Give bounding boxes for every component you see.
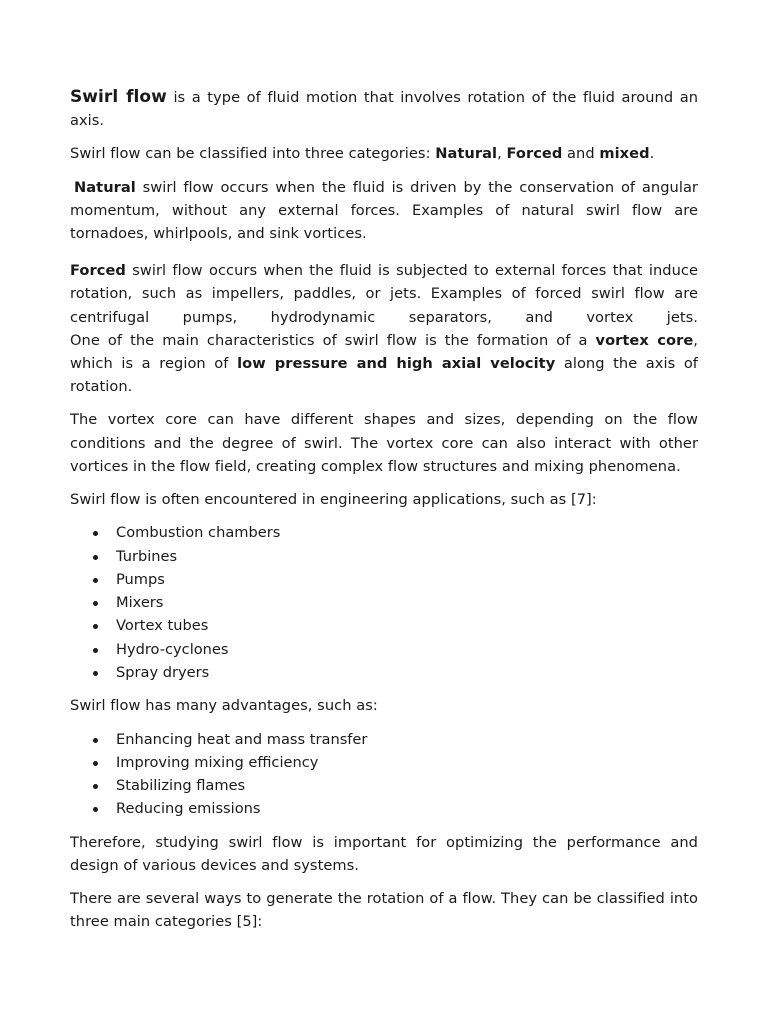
applications-list <box>70 521 698 684</box>
bullet-icon <box>93 601 98 606</box>
list-item <box>116 728 698 751</box>
list-item-text: Vortex tubes <box>116 617 209 635</box>
list-item-text: Mixers <box>116 594 164 612</box>
list-item <box>116 545 698 568</box>
list-item <box>116 751 698 774</box>
list-item-text: Enhancing heat and mass transfer <box>116 730 368 748</box>
classification-end: . <box>649 145 655 163</box>
list-item-text: Stabilizing flames <box>116 777 246 795</box>
category-mixed: mixed <box>599 145 650 163</box>
forced-term: Forced <box>70 262 126 280</box>
bullet-icon <box>93 531 98 536</box>
bullet-icon <box>93 555 98 560</box>
natural-text: swirl flow occurs when the fluid is driven by the conservation of angular momentum, without any external forces. Examples of natural swirl flow are tornadoes, whirlpools, and sink vortices. <box>70 178 698 243</box>
list-item <box>116 638 698 661</box>
list-item-text: Reducing emissions <box>116 800 261 818</box>
list-item-text: Hydro-cyclones <box>116 640 229 658</box>
list-item-text: Improving mixing efficiency <box>116 753 319 771</box>
classification-separator: and <box>562 145 600 163</box>
bullet-icon <box>93 578 98 583</box>
vortex-core-term: vortex core <box>595 331 694 349</box>
list-item <box>116 774 698 797</box>
bullet-icon <box>93 738 98 743</box>
classification-paragraph <box>70 142 698 165</box>
natural-term: Natural <box>74 178 136 196</box>
vortex-core-mid: , which is a region of <box>70 331 698 373</box>
intro-paragraph <box>70 86 698 132</box>
natural-swirl-paragraph <box>70 176 698 246</box>
list-item <box>116 591 698 614</box>
list-item <box>116 614 698 637</box>
bullet-icon <box>93 807 98 812</box>
vortex-core-paragraph: The vortex core can have different shapes and sizes, depending on the flow conditions and the degree of swirl. The vortex core can also interact with other vortices in the flow field, creating complex flow structures and mixing phenomena. <box>70 411 698 475</box>
list-item <box>116 521 698 544</box>
intro-text: is a type of fluid motion that involves rotation of the fluid around an axis. <box>70 89 698 130</box>
forced-swirl-paragraph <box>70 259 698 398</box>
conclusion-paragraph: Therefore, studying swirl flow is important for optimizing the performance and design of various devices and systems. <box>70 833 698 874</box>
vortex-core-end: along the axis of rotation. <box>70 355 698 396</box>
swirl-flow-term: Swirl flow <box>70 87 167 107</box>
list-item-text: Turbines <box>116 547 178 565</box>
list-item <box>116 661 698 684</box>
forced-text: swirl flow occurs when the fluid is subjected to external forces that induce rotation, such as impellers, paddles, or jets. Examples of forced swirl flow are centrifugal pumps, hydrodynamic separators, and vortex jets. <box>70 262 698 326</box>
bullet-icon <box>93 784 98 789</box>
vortex-core-sentence <box>70 329 698 399</box>
category-natural: Natural <box>435 145 498 163</box>
applications-lead: Swirl flow is often encountered in engineering applications, such as [7]: <box>70 491 597 509</box>
list-item-text: Pumps <box>116 570 165 588</box>
list-item <box>116 568 698 591</box>
classification-lead: Swirl flow can be classified into three categories: <box>70 145 436 163</box>
advantages-list <box>70 728 698 821</box>
bullet-icon <box>93 761 98 766</box>
category-forced: Forced <box>506 145 563 163</box>
forced-first-block <box>70 259 698 329</box>
list-item-text: Spray dryers <box>116 664 210 682</box>
bullet-icon <box>93 671 98 676</box>
bullet-icon <box>93 648 98 653</box>
classification-separator: , <box>497 145 507 163</box>
generation-paragraph: There are several ways to generate the rotation of a flow. They can be classified into three main categories [5]: <box>70 890 698 931</box>
bullet-icon <box>93 624 98 629</box>
low-pressure-term: low pressure and high axial velocity <box>237 355 556 373</box>
list-item <box>116 797 698 820</box>
list-item-text: Combustion chambers <box>116 524 281 542</box>
vortex-core-lead: One of the main characteristics of swirl flow is the formation of a <box>70 331 596 349</box>
advantages-lead: Swirl flow has many advantages, such as: <box>70 697 378 715</box>
